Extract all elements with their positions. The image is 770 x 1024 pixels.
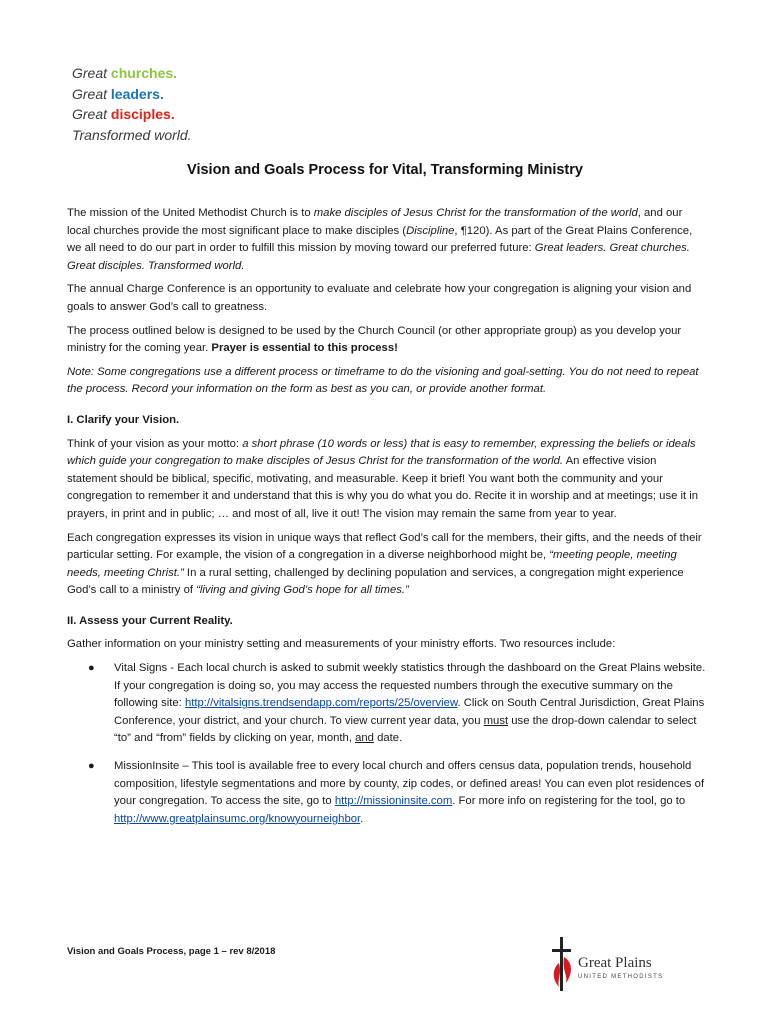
know-your-neighbor-link[interactable]: http://www.greatplainsumc.org/knowyourneighbor xyxy=(114,812,361,825)
tagline-churches: churches. xyxy=(110,65,178,81)
section-1-paragraph-2: Each congregation expresses its vision in unique ways that reflect God’s call for the members, their gifts, and the needs of their particular setting. For example, the vision of a congregation in a diverse neighborhood might be, “meeting people, meeting needs, meeting Christ.” In a rural setting, challenged by declining population and services, a congregation might experience God’s call to a ministry of “living and giving God’s hope for all times.” xyxy=(67,531,702,597)
intro-paragraph-2: The annual Charge Conference is an opportunity to evaluate and celebrate how your congregation is aligning your vision and goals to answer God’s call to greatness. xyxy=(67,283,692,313)
bullet-icon: ● xyxy=(88,760,95,773)
intro-paragraph-1: The mission of the United Methodist Church is to make disciples of Jesus Christ for the transformation of the world, and our local churches provide the most significant place to make disciples (Discipline, ¶120). As part of the Great Plains Conference, we all need to do our part in order to fulfill this mission by moving toward our preferred future: Great leaders. Great churches. Great disciples. Transformed world. xyxy=(67,207,693,272)
list-item-vital-signs: ● Vital Signs - Each local church is asked to submit weekly statistics through the dashboard on the Great Plains website. If your congregation is doing so, you may access the requested numbers through the executive summary on the following site: http://vitalsigns.trendsendapp.com/reports/25/overview. Click on South Central Jurisdiction, Great Plains Conference, your district, and your church. To view current year data, you must use the drop-down calendar to select “to” and “from” fields by clicking on year, month, and date. xyxy=(88,662,706,745)
resource-list xyxy=(67,660,707,828)
section-1-heading: I. Clarify your Vision. xyxy=(67,413,180,426)
section-2-paragraph-1: Gather information on your ministry setting and measurements of your ministry efforts. Two resources include: xyxy=(67,638,616,651)
page-footer: Vision and Goals Process, page 1 – rev 8/2018 xyxy=(67,946,276,957)
section-1-paragraph-1: Think of your vision as your motto: a short phrase (10 words or less) that is easy to remember, expressing the beliefs or ideals which guide your congregation to make disciples of Jesus Christ for the transformation of the world. An effective vision statement should be biblical, specific, motivating, and measurable. Keep it brief! You want both the community and your congregation to remember it and understand that this is why you do what you do. Recite it in worship and at meetings; use it in prayers, in print and in public; … and most of all, live it out! The vision may remain the same from year to year. xyxy=(67,437,699,520)
tagline-disciples: disciples. xyxy=(110,106,175,122)
page-title: Vision and Goals Process for Vital, Transforming Ministry xyxy=(187,162,583,178)
intro-note: Note: Some congregations use a different process or timeframe to do the visioning and goal-setting. You do not need to repeat the process. Record your information on the form as best as you can, or provide another format. xyxy=(67,365,699,396)
bullet-icon: ● xyxy=(88,662,95,675)
tagline-transformed: Transformed world. xyxy=(72,126,192,143)
intro-paragraph-3: The process outlined below is designed to be used by the Church Council (or other appropriate group) as you develop your ministry for the coming year. Prayer is essential to this process! xyxy=(67,324,682,355)
cross-and-flame-icon xyxy=(548,935,578,995)
tagline-leaders: leaders. xyxy=(110,85,164,102)
document-body xyxy=(67,205,707,838)
logo-name: Great Plains xyxy=(578,955,652,971)
vital-signs-link[interactable]: http://vitalsigns.trendsendapp.com/reports/25/overview xyxy=(184,697,458,710)
tagline-logo: Great churches. Great leaders. Great disciples. Transformed world. xyxy=(72,63,192,145)
great-plains-logo xyxy=(548,935,668,995)
list-item-missioninsite: ● MissionInsite – This tool is available free to every local church and offers census data, population trends, household composition, lifestyle segmentations and more by county, zip codes, or defined areas! You can even plot residences of your congregation. To access the site, go to http://missioninsite.com. For more info on registering for the tool, go to http://www.greatplainsumc.org/knowyourneighbor. xyxy=(88,760,705,825)
section-2-heading: II. Assess your Current Reality. xyxy=(67,614,233,627)
missioninsite-link[interactable]: http://missioninsite.com xyxy=(334,795,453,808)
logo-subtitle: UNITED METHODISTS xyxy=(578,974,664,980)
